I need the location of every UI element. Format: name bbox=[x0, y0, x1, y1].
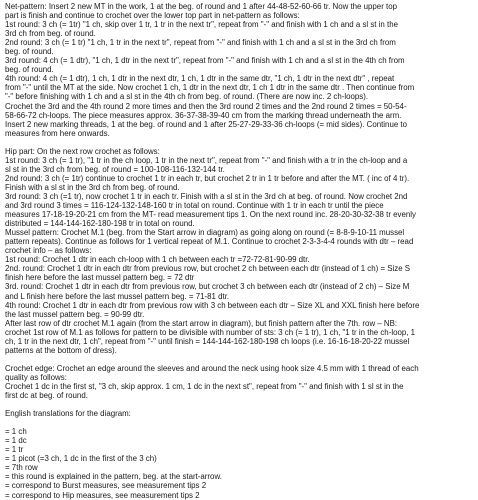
text-line: "-" before finishing with 1 ch and a sl st in the 4th ch from beg. of round. (There are now inc. 2 ch-loops). bbox=[5, 92, 369, 102]
text-line: 1st round: 3 ch (= 1 tr), "1 tr in the ch loop, 1 tr in the next tr", repeat from "-" and finish with a tr in the ch-loop and a bbox=[5, 155, 408, 165]
text-line: pattern repeats). Continue as follows for 1 vertical repeat of M.1. Continue to crochet 2-3-3-4-4 rounds with dtr – read bbox=[5, 237, 414, 247]
text-line: measures from here onwards. bbox=[5, 128, 110, 138]
text-line: ch, 1 tr in the next dtr, 1 ch", repeat from "-" until finish = 144-144-162-180-198 ch loops (i.e. 16-16-18-20-22 mussel bbox=[5, 336, 410, 346]
blank-line bbox=[5, 418, 472, 427]
text-line: 3rd round: 3 ch (=1 tr), now crochet 1 tr in each tr. Finish with a sl st in the 3rd ch at beg. of round. Now crochet 2nd bbox=[5, 191, 408, 201]
text-line: beg. of round. bbox=[5, 65, 54, 75]
text-line: 4th round: 4 ch (= 1 dtr), 1 ch, 1 dtr in the next dtr, 1 ch, 1 dtr in the same dtr, "1 ch, 1 dtr in the next dtr" , repeat bbox=[5, 74, 395, 84]
text-line: 3rd round: 4 ch (= 1 dtr), "1 ch, 1 dtr in the next tr", repeat from "-" and finish with 1 ch and a sl st in the 4th ch from bbox=[5, 56, 405, 66]
blank-line bbox=[5, 355, 472, 364]
text-line: = 7th row bbox=[5, 463, 38, 473]
text-line: Net-pattern: Insert 2 new MT in the work, 1 at the beg. of round and 1 after 44-48-52-60-66 tr. Now the upper top bbox=[5, 2, 397, 11]
text-line: 2nd. round: Crochet 1 dtr in each dtr from previous row, but crochet 2 ch between each dtr (instead of 1 ch) = Size S bbox=[5, 264, 411, 274]
text-line: = 1 ch bbox=[5, 427, 27, 437]
text-line: = 1 picot (=3 ch, 1 dc in the first of the 3 ch) bbox=[5, 454, 157, 464]
text-line: first dc at beg. of round. bbox=[5, 391, 88, 401]
text-line: = correspond to Hip measures, see measurement tips 2 bbox=[5, 490, 200, 500]
text-line: distributed = 144-144-162-180-198 tr in total on round. bbox=[5, 219, 195, 229]
text-line: quality as follows: bbox=[5, 372, 67, 382]
text-line: part is finish and continue to crochet over the lower top part in net-pattern as follows: bbox=[5, 11, 300, 21]
text-line: Crochet edge: Crochet an edge around the sleeves and around the neck using hook size 4.5 mm with 1 thread of each bbox=[5, 363, 419, 373]
text-line: beg. of round. bbox=[5, 47, 54, 57]
text-line: 58-66-72 ch-loops. The piece measures approx. 36-37-38-39-40 cm from the marking thread underneath the arm. bbox=[5, 110, 402, 120]
text-line: Hip part: On the next row crochet as follows: bbox=[5, 146, 160, 156]
text-line: 3rd. round: Crochet 1 dtr in each dtr from previous row, but crochet 3 ch between each dtr (instead of 2 ch) – Size M bbox=[5, 282, 410, 292]
text-line: Mussel pattern: Crochet M.1 (beg. from the Start arrow in diagram) as going along on round (= 8-8-9-10-11 mussel bbox=[5, 228, 405, 238]
text-line: 3rd ch from beg. of round. bbox=[5, 29, 96, 39]
blank-line bbox=[5, 400, 472, 409]
text-line: the last mussel pattern beg. = 90-99 dtr. bbox=[5, 309, 145, 319]
text-line: After last row of dtr crochet M.1 again (from the start arrow in diagram), but finish pattern after the 7th. row – NB: bbox=[5, 318, 398, 328]
text-line: 4th round: Crochet 1 dtr in each dtr from previous row with 3 ch between each dtr – Size XL and XXL finish here before bbox=[5, 300, 420, 310]
text-line: crochet 1st row of M.1 as follows for pattern to be divisible with number of sts: 3 ch (= 1 tr), 1 ch, "1 tr in the ch-loop, 1 bbox=[5, 327, 416, 337]
text-line: measures 17-18-19-20-21 cm from the MT- read measurement tips 1. On the next round inc. 28-20-30-32-38 tr evenly bbox=[5, 210, 416, 220]
blank-line bbox=[5, 138, 472, 147]
text-line: = correspond to Burst measures, see measurement tips 2 bbox=[5, 481, 207, 491]
text-line: 1st round: Crochet 1 dtr in each ch-loop with 1 ch between each tr =72-72-81-90-99 dtr. bbox=[5, 255, 310, 265]
text-line: and 3rd round 3 times = 116-124-132-148-160 tr in total on round. Continue with 1 tr in each tr until the piece bbox=[5, 201, 384, 211]
text-line: crochet info – as follows: bbox=[5, 246, 92, 256]
text-line: Crochet 1 dc in the first st, "3 ch, skip approx. 1 cm, 1 dc in the next st", repeat from "-" and finish with 1 sl st in the bbox=[5, 381, 404, 391]
text-line: = this round is explained in the pattern, beg. at the start-arrow. bbox=[5, 472, 222, 482]
text-line: English translations for the diagram: bbox=[5, 409, 131, 419]
text-line: = 1 dc bbox=[5, 436, 27, 446]
text-line: Crochet the 3rd and the 4th round 2 more times and then the 3rd round 2 times and the 2nd round 2 times = 50-54- bbox=[5, 101, 407, 111]
text-line: = 1 tr bbox=[5, 445, 24, 455]
text-line: finish here before the last mussel pattern beg. = 72 dtr bbox=[5, 273, 195, 283]
text-line: 2nd round: 3 ch (= 1tr) continue to crochet 1 tr in each tr, but crochet 2 tr in 1 tr before and after the MT. ( inc of 4 tr). bbox=[5, 173, 410, 183]
text-line: patterns at the bottom of dress). bbox=[5, 345, 117, 355]
text-line: and L finish here before the last mussel pattern beg. = 71-81 dtr. bbox=[5, 291, 230, 301]
text-line: 2nd round: 3 ch (= 1 tr) "1 ch, 1 tr in the next tr", repeat from "-" and finish with 1 ch and a sl st in the 3rd ch from bbox=[5, 38, 396, 48]
text-line: sl st in the 3rd ch from beg. of round = 100-108-116-132-144 tr. bbox=[5, 164, 225, 174]
text-line: from "-" until the MT at the side. Now crochet 1 ch, 1 dtr in the next dtr, 1 ch 1 dtr in the same dtr . Then continue from bbox=[5, 83, 415, 93]
text-line: 1st round: 3 ch (= 1tr) "1 ch, skip over 1 tr, 1 tr in the next tr", repeat from "-" and finish with 1 ch and a sl st in the bbox=[5, 20, 398, 30]
text-line: Insert 2 new marking threads, 1 at the beg. of round and 1 after 25-27-29-33-36 ch-loops (= mid sides). Continue to bbox=[5, 119, 407, 129]
text-line: Finish with a sl st in the 3rd ch from beg. of round. bbox=[5, 182, 180, 192]
